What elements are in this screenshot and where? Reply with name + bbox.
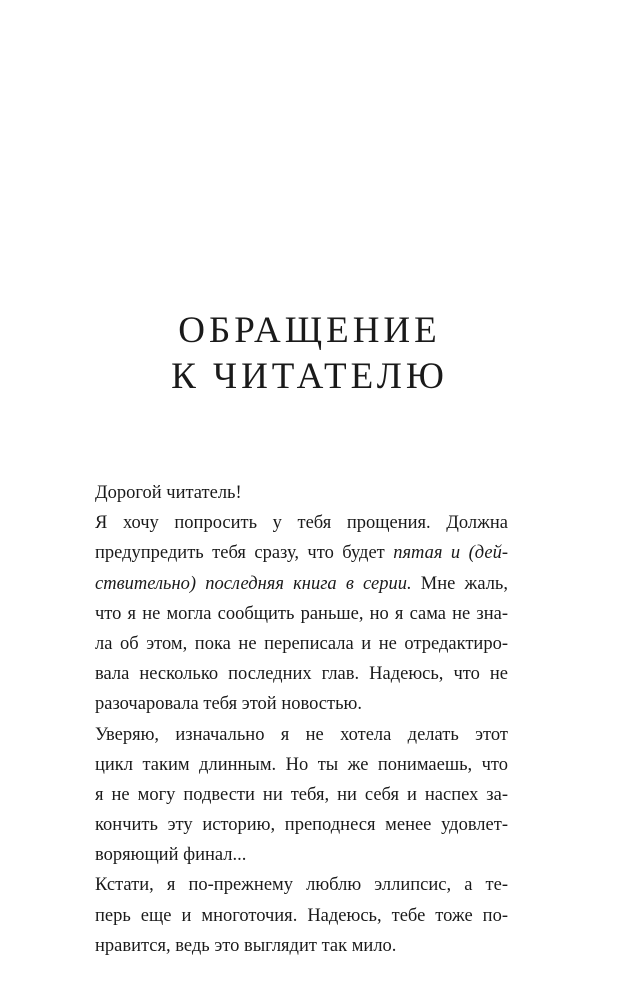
text-line: ла об этом, пока не переписала и не отредактиро-	[95, 633, 508, 654]
paragraph-1-line-2	[95, 538, 508, 568]
text-line: цикл таким длинным. Но ты же понимаешь, что	[95, 754, 508, 775]
text-line: Дорогой читатель!	[95, 483, 242, 503]
paragraph-1-line-6	[95, 659, 508, 689]
paragraph-3-line-1	[95, 870, 508, 900]
title-line-1: ОБРАЩЕНИЕ	[178, 310, 441, 351]
letter-body	[95, 478, 508, 961]
emphasis-text: ствительно) последняя книга в серии.	[95, 573, 412, 594]
paragraph-2-line-1	[95, 720, 508, 750]
text-line: нравится, ведь это выглядит так мило.	[95, 935, 397, 956]
text-line: Мне жаль,	[411, 573, 508, 594]
paragraph-2-line-3	[95, 780, 508, 810]
text-line: кончить эту историю, преподнеся менее удовлет-	[95, 815, 508, 836]
paragraph-3-line-3	[95, 931, 508, 961]
text-line: воряющий финал...	[95, 845, 247, 866]
text-line: я не могу подвести ни тебя, ни себя и наспех за-	[95, 784, 508, 805]
paragraph-3-line-2	[95, 901, 508, 931]
title-line-2: К ЧИТАТЕЛЮ	[171, 356, 448, 397]
text-line: разочаровала тебя этой новостью.	[95, 694, 362, 715]
text-line: вала несколько последних глав. Надеюсь, что не	[95, 664, 508, 685]
text-line: Уверяю, изначально я не хотела делать этот	[95, 724, 508, 745]
text-line: перь еще и многоточия. Надеюсь, тебе тоже по-	[95, 905, 508, 926]
paragraph-1-line-3	[95, 569, 508, 599]
text-line: Кстати, я по-прежнему люблю эллипсис, а те-	[95, 875, 508, 896]
text-line: Я хочу попросить у тебя прощения. Должна	[95, 513, 508, 534]
paragraph-1-line-7	[95, 689, 508, 719]
paragraph-1-line-1	[95, 508, 508, 538]
paragraph-1-line-5	[95, 629, 508, 659]
paragraph-2-line-5	[95, 840, 508, 870]
greeting-line	[95, 478, 508, 508]
text-line: предупредить тебя сразу, что будет	[95, 543, 394, 564]
emphasis-text: пятая и (дей-	[393, 543, 508, 564]
paragraph-1-line-4	[95, 599, 508, 629]
page-title	[0, 308, 619, 400]
text-line: что я не могла сообщить раньше, но я сама не зна-	[95, 603, 508, 624]
paragraph-2-line-2	[95, 750, 508, 780]
paragraph-2-line-4	[95, 810, 508, 840]
